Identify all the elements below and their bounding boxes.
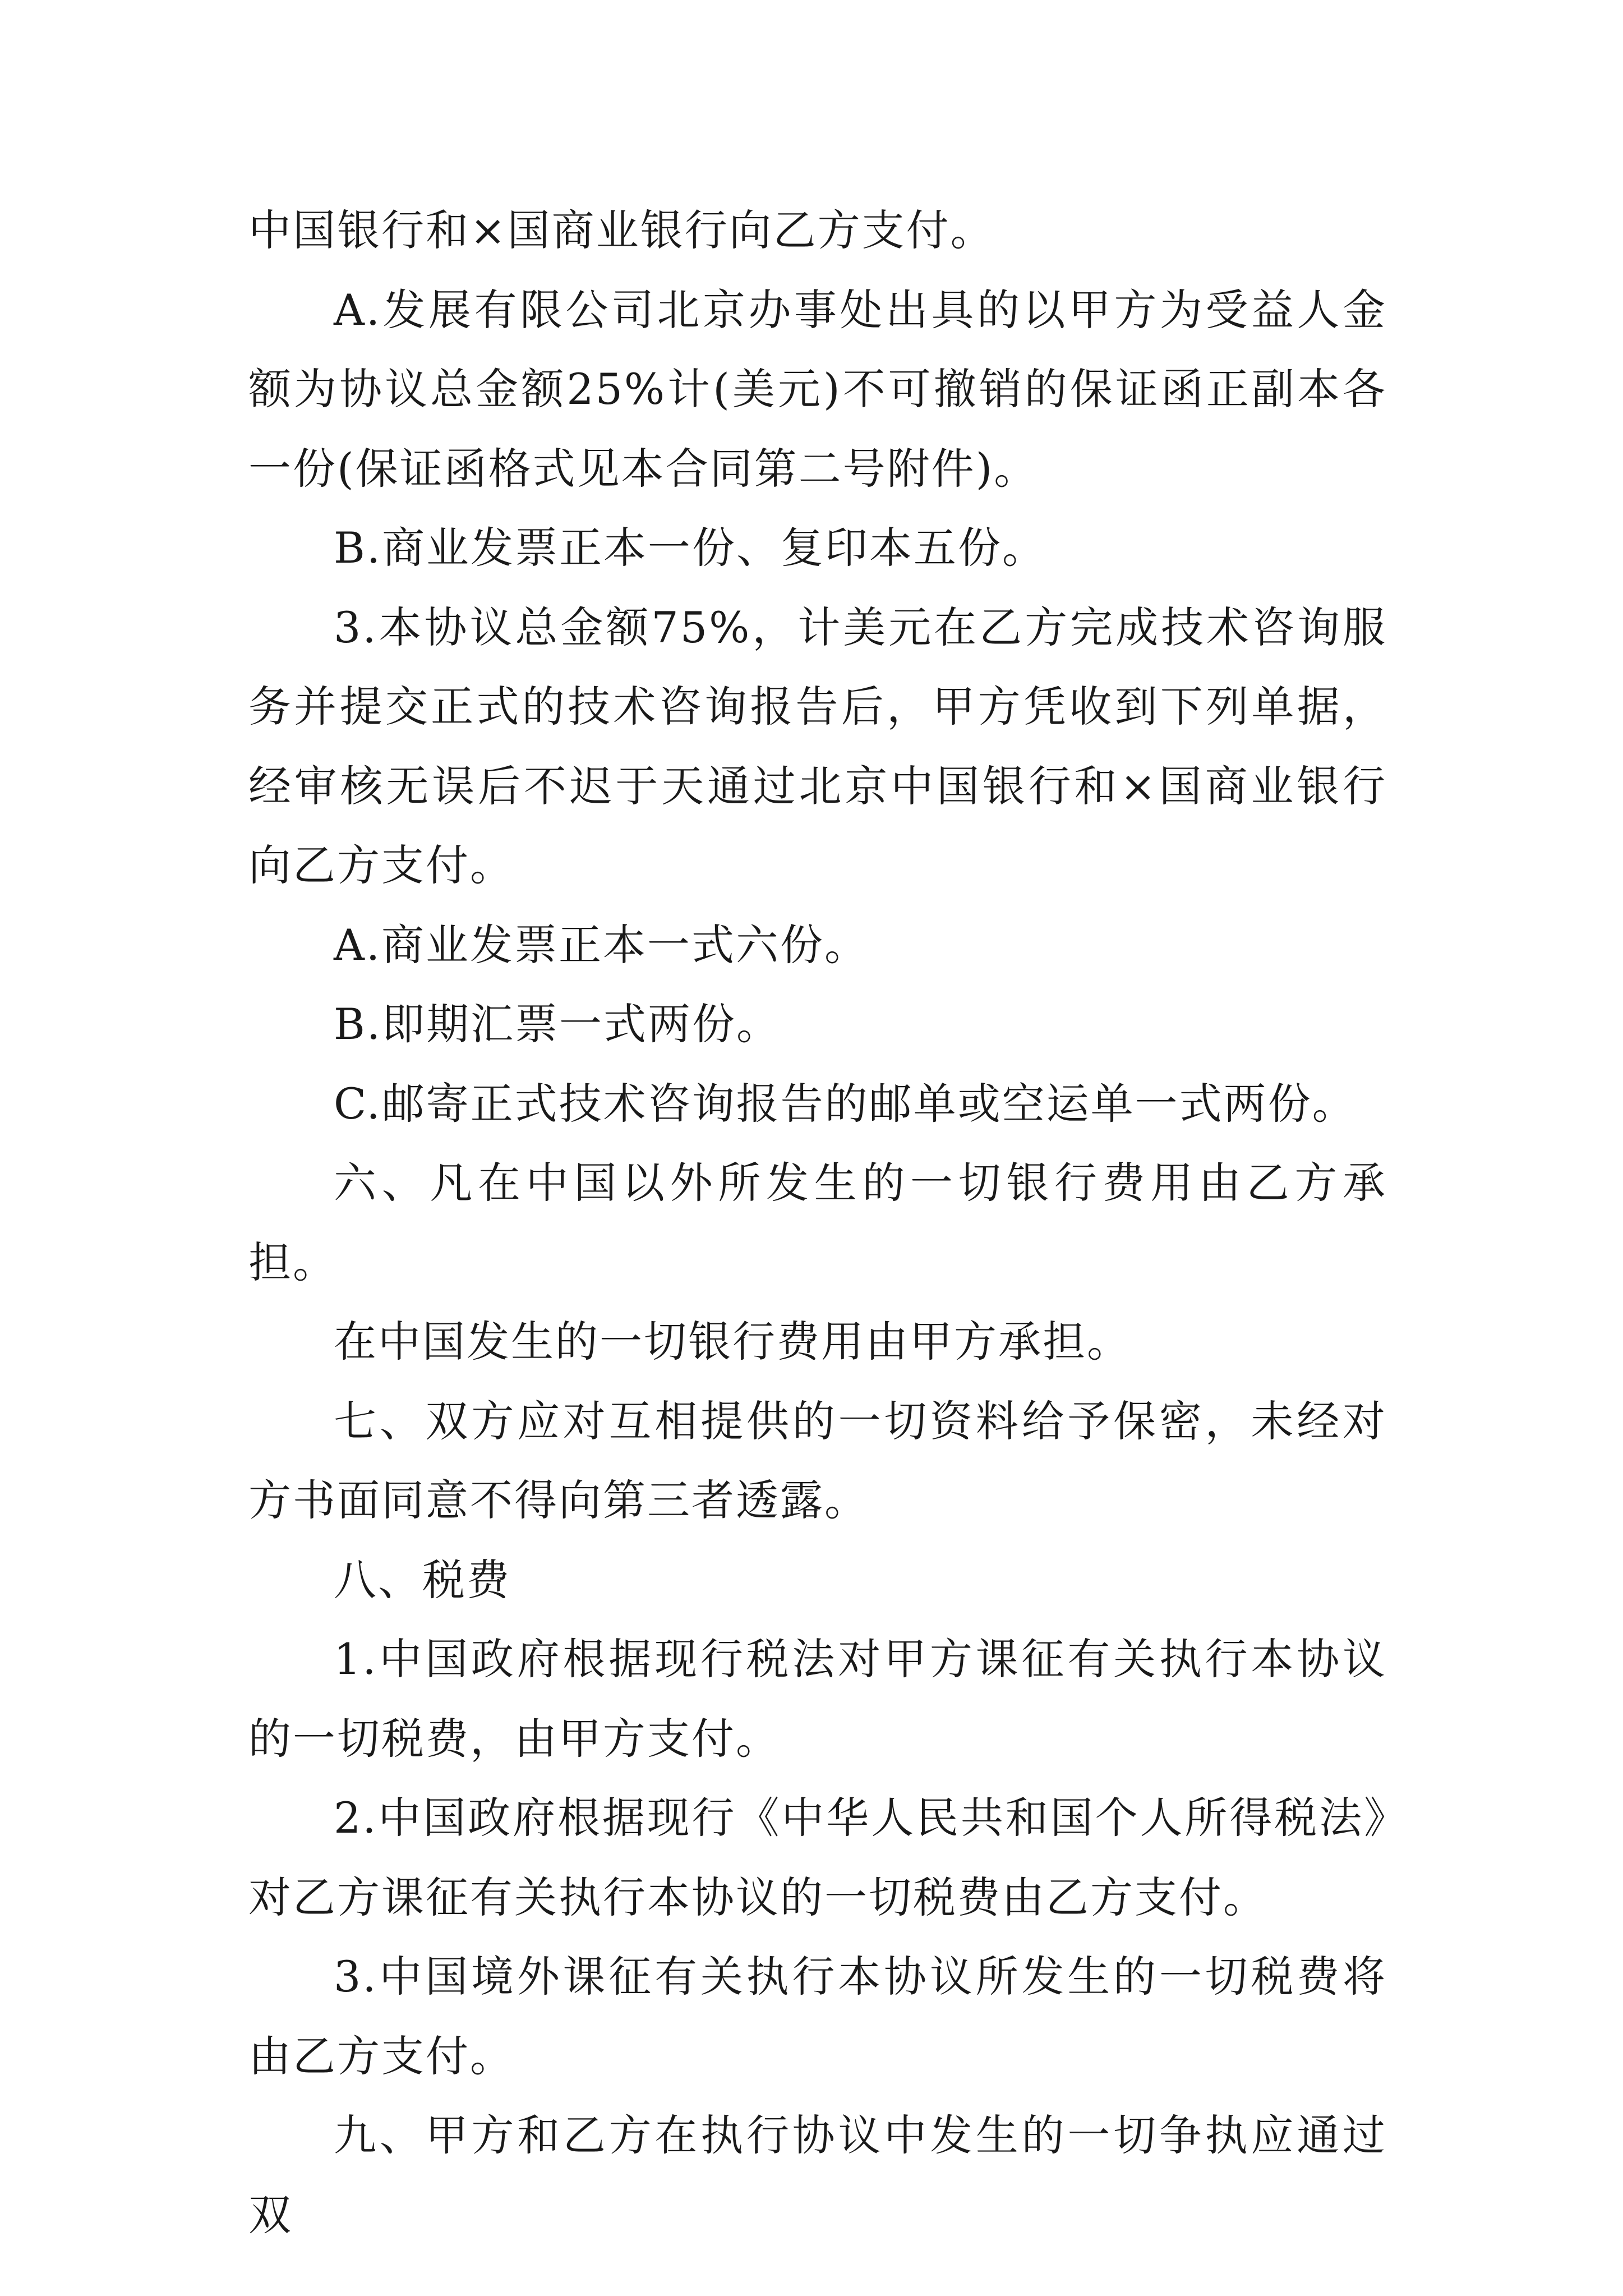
paragraph: 七、双方应对互相提供的一切资料给予保密，未经对方书面同意不得向第三者透露。: [248, 1396, 1387, 1525]
paragraph: 1.中国政府根据现行税法对甲方课征有关执行本协议的一切税费，由甲方支付。: [248, 1634, 1387, 1764]
paragraph: A.发展有限公司北京办事处出具的以甲方为受益人金额为协议总金额25%计(美元)不可撤销的保证函正副本各一份(保证函格式见本合同第二号附件)。: [248, 284, 1387, 494]
paragraph: 3.中国境外课征有关执行本协议所发生的一切税费将由乙方支付。: [248, 1952, 1387, 2081]
paragraph: 在中国发生的一切银行费用由甲方承担。: [334, 1317, 1131, 1366]
paragraph: B.商业发票正本一份、复印本五份。: [334, 523, 1047, 573]
paragraph: 3.本协议总金额75%，计美元在乙方完成技术咨询服务并提交正式的技术咨询报告后，甲方凭收到下列单据，经审核无误后不迟于天通过北京中国银行和×国商业银行向乙方支付。: [248, 602, 1387, 890]
section-heading: 八、税费: [334, 1554, 511, 1605]
paragraph: A.商业发票正本一式六份。: [334, 919, 869, 970]
paragraph: C.邮寄正式技术咨询报告的邮单或空运单一式两份。: [334, 1078, 1357, 1129]
paragraph: B.即期汇票一式两份。: [334, 999, 781, 1049]
paragraph: 六、凡在中国以外所发生的一切银行费用由乙方承担。: [248, 1158, 1387, 1287]
paragraph: 2.中国政府根据现行《中华人民共和国个人所得税法》对乙方课征有关执行本协议的一切税费由乙方支付。: [248, 1793, 1387, 1922]
paragraph: 中国银行和×国商业银行向乙方支付。: [248, 205, 995, 255]
document-body: [248, 191, 1387, 2254]
paragraph: 九、甲方和乙方在执行协议中发生的一切争执应通过双: [248, 2110, 1387, 2240]
